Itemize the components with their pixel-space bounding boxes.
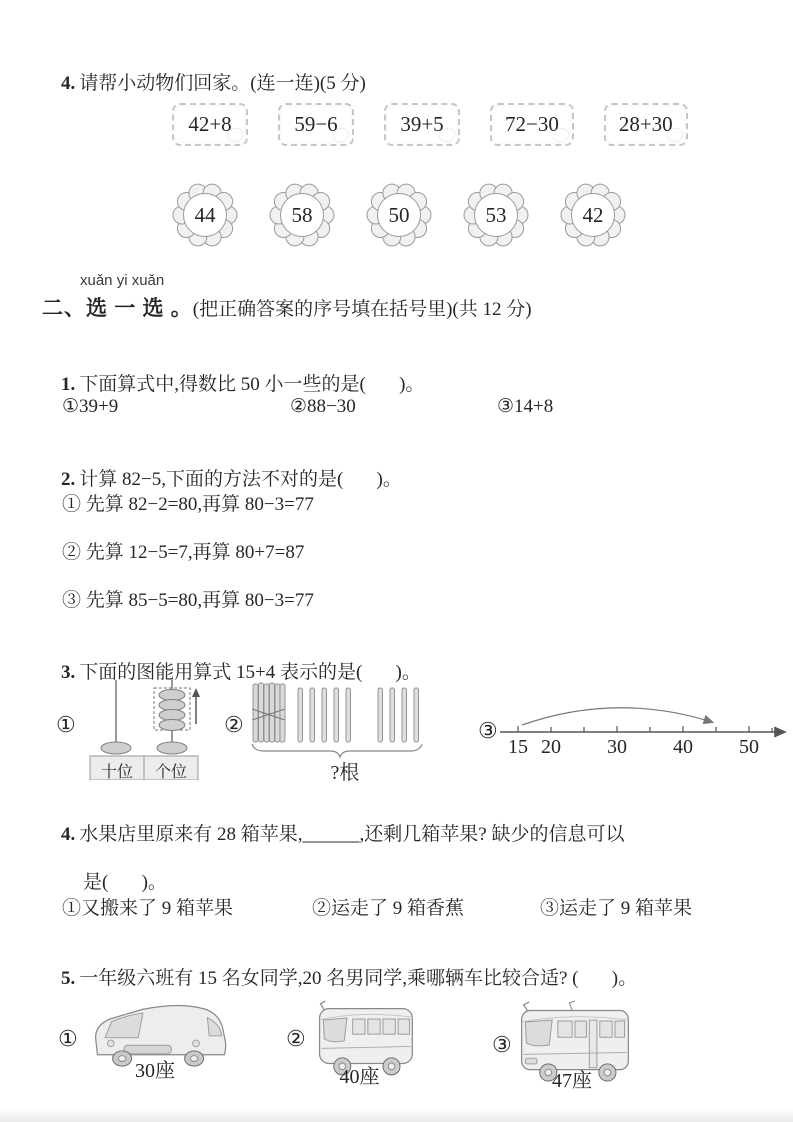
tick-label: 20 [541,736,561,758]
question-text: 请帮小动物们回家。(连一连)(5 分) [79,73,366,94]
flower-number: 42 [582,202,604,227]
fig3-label: ③ [478,718,498,743]
expression-text: 72−30 [505,112,559,136]
q2-option-1: ① 先算 82−2=80,再算 80−3=77 [62,494,314,515]
blank-line: ______ [302,824,360,845]
bus2-label: ② [286,1026,306,1051]
section-title: 二、选 一 选 。 [42,296,193,320]
q2-option-3: ③ 先算 85−5=80,再算 80−3=77 [62,590,314,611]
expression-text: 28+30 [618,112,673,136]
tick-label: 15 [508,736,528,758]
q1-option-1: ①39+9 [62,396,119,417]
expression-text: 42+8 [188,112,232,136]
flower-number: 58 [291,202,313,227]
expression-card [604,103,688,146]
flower-number: 53 [485,202,507,227]
bus2-seats: 40座 [339,1066,380,1088]
question-number: 4. [61,824,76,845]
fig2-label: ② [224,712,244,737]
expression-card [384,103,460,146]
question-number: 1. [61,374,76,395]
expression-card [172,103,248,146]
question-text: 是( )。 [83,872,167,893]
fig1-label: ① [56,712,76,737]
tick-label: 50 [739,736,759,758]
number-line-figure [498,690,792,740]
answer-flowers-row [172,182,626,248]
question-text: 一年级六班有 15 名女同学,20 名男同学,乘哪辆车比较合适? ( )。 [79,968,638,989]
question-text: 下面的图能用算式 15+4 表示的是( )。 [79,662,421,683]
question-number: 4. [61,73,76,94]
jump-arc-arrow [522,708,712,725]
q1-option-3: ③14+8 [497,396,554,417]
expression-text: 59−6 [294,112,338,136]
sticks-caption: ?根 [330,762,360,784]
q4-option-1: ①又搬来了 9 箱苹果 [62,898,234,919]
bus3-label: ③ [492,1032,512,1057]
sticks-figure [250,680,426,762]
expression-card [490,103,574,146]
answer-flower [560,182,626,248]
flower-number: 44 [194,202,216,227]
q1-option-2: ②88−30 [290,396,356,417]
bus3-seats: 47座 [552,1070,592,1092]
question-number: 3. [61,662,76,683]
question-number: 2. [61,469,76,490]
q4-option-3: ③运走了 9 箱苹果 [540,898,693,919]
flower-number: 50 [388,202,410,227]
expression-card [278,103,354,146]
expression-cards-row [172,103,688,146]
question-text: 下面算式中,得数比 50 小一些的是( )。 [79,374,425,395]
question-text: 水果店里原来有 28 箱苹果, [79,824,303,845]
bus1-seats: 30座 [135,1060,175,1082]
answer-flower [172,182,238,248]
tick-label: 40 [673,736,693,758]
page-bottom-shadow [0,1108,793,1122]
section-header [42,292,532,322]
answer-flower [366,182,432,248]
answer-flower [463,182,529,248]
q4-option-2: ②运走了 9 箱香蕉 [312,898,465,919]
answer-flower [269,182,335,248]
tens-place-label: 十位 [100,764,133,781]
question-number: 5. [61,968,76,989]
bus-door [589,1020,597,1068]
section-subtitle: (把正确答案的序号填在括号里)(共 12 分) [192,299,532,320]
up-arrow-icon [192,688,200,724]
question-text: 计算 82−5,下面的方法不对的是( )。 [79,469,402,490]
section-pinyin: xuǎn yi xuǎn [80,272,165,289]
bus1-label: ① [58,1026,78,1051]
q2-option-2: ② 先算 12−5=7,再算 80+7=87 [62,542,305,563]
question-text: ,还剩几箱苹果? 缺少的信息可以 [359,824,625,845]
tick-label: 30 [607,736,627,758]
expression-text: 39+5 [400,112,444,136]
ones-place-label: 个位 [154,764,187,781]
